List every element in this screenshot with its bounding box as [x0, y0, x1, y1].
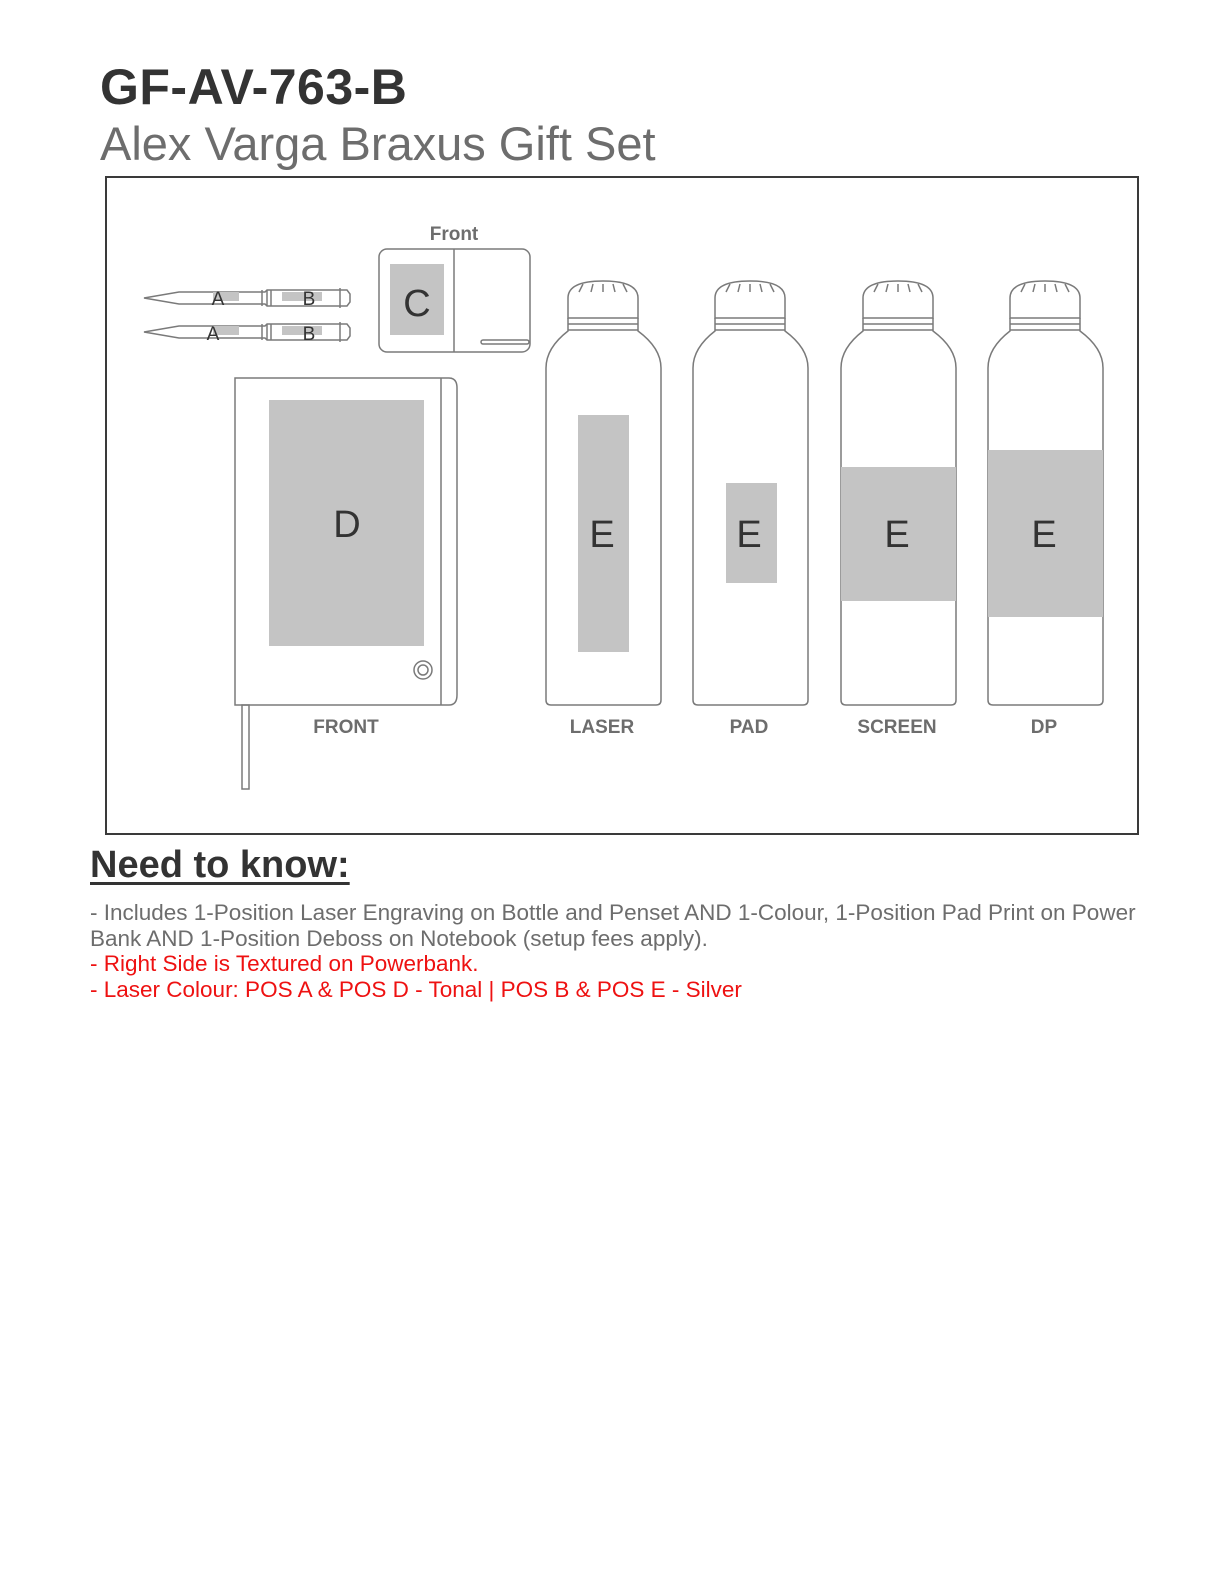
bottle-dp-label-e: E [1031, 514, 1057, 556]
pen-bottom-label-a: A [206, 324, 220, 345]
need-to-know-heading: Need to know: [90, 844, 350, 886]
product-code: GF-AV-763-B [100, 59, 408, 115]
note-textured-side: - Right Side is Textured on Powerbank. [90, 951, 479, 976]
bottle-caption-screen: SCREEN [857, 717, 937, 738]
bottle-screen-label-e: E [884, 514, 910, 556]
bottle-laser-label-e: E [589, 514, 615, 556]
bottle-caption-laser: LASER [569, 717, 635, 738]
note-laser-colour: - Laser Colour: POS A & POS D - Tonal | POS B & POS E - Silver [90, 976, 742, 1002]
pen-bottom-label-b: B [302, 324, 316, 345]
bottle-pad-label-e: E [736, 514, 762, 556]
powerbank-caption: Front [429, 224, 479, 245]
pen-top-label-b: B [302, 289, 316, 310]
product-name: Alex Varga Braxus Gift Set [100, 117, 656, 170]
notebook-caption: FRONT [313, 717, 379, 738]
notebook-label-d: D [333, 504, 361, 546]
notes-list [90, 900, 1150, 1002]
bottle-caption-dp: DP [1030, 717, 1058, 738]
branding-diagram [105, 176, 1139, 835]
diagram-canvas [107, 178, 1141, 837]
note-includes: - Includes 1-Position Laser Engraving on Bottle and Penset AND 1-Colour, 1-Position Pad Print on Power Bank AND 1-Position Deboss on Notebook (setup fees apply). [90, 900, 1136, 951]
powerbank-label-c: C [403, 283, 431, 325]
bottle-caption-pad: PAD [729, 717, 769, 738]
pen-top-label-a: A [211, 289, 225, 310]
